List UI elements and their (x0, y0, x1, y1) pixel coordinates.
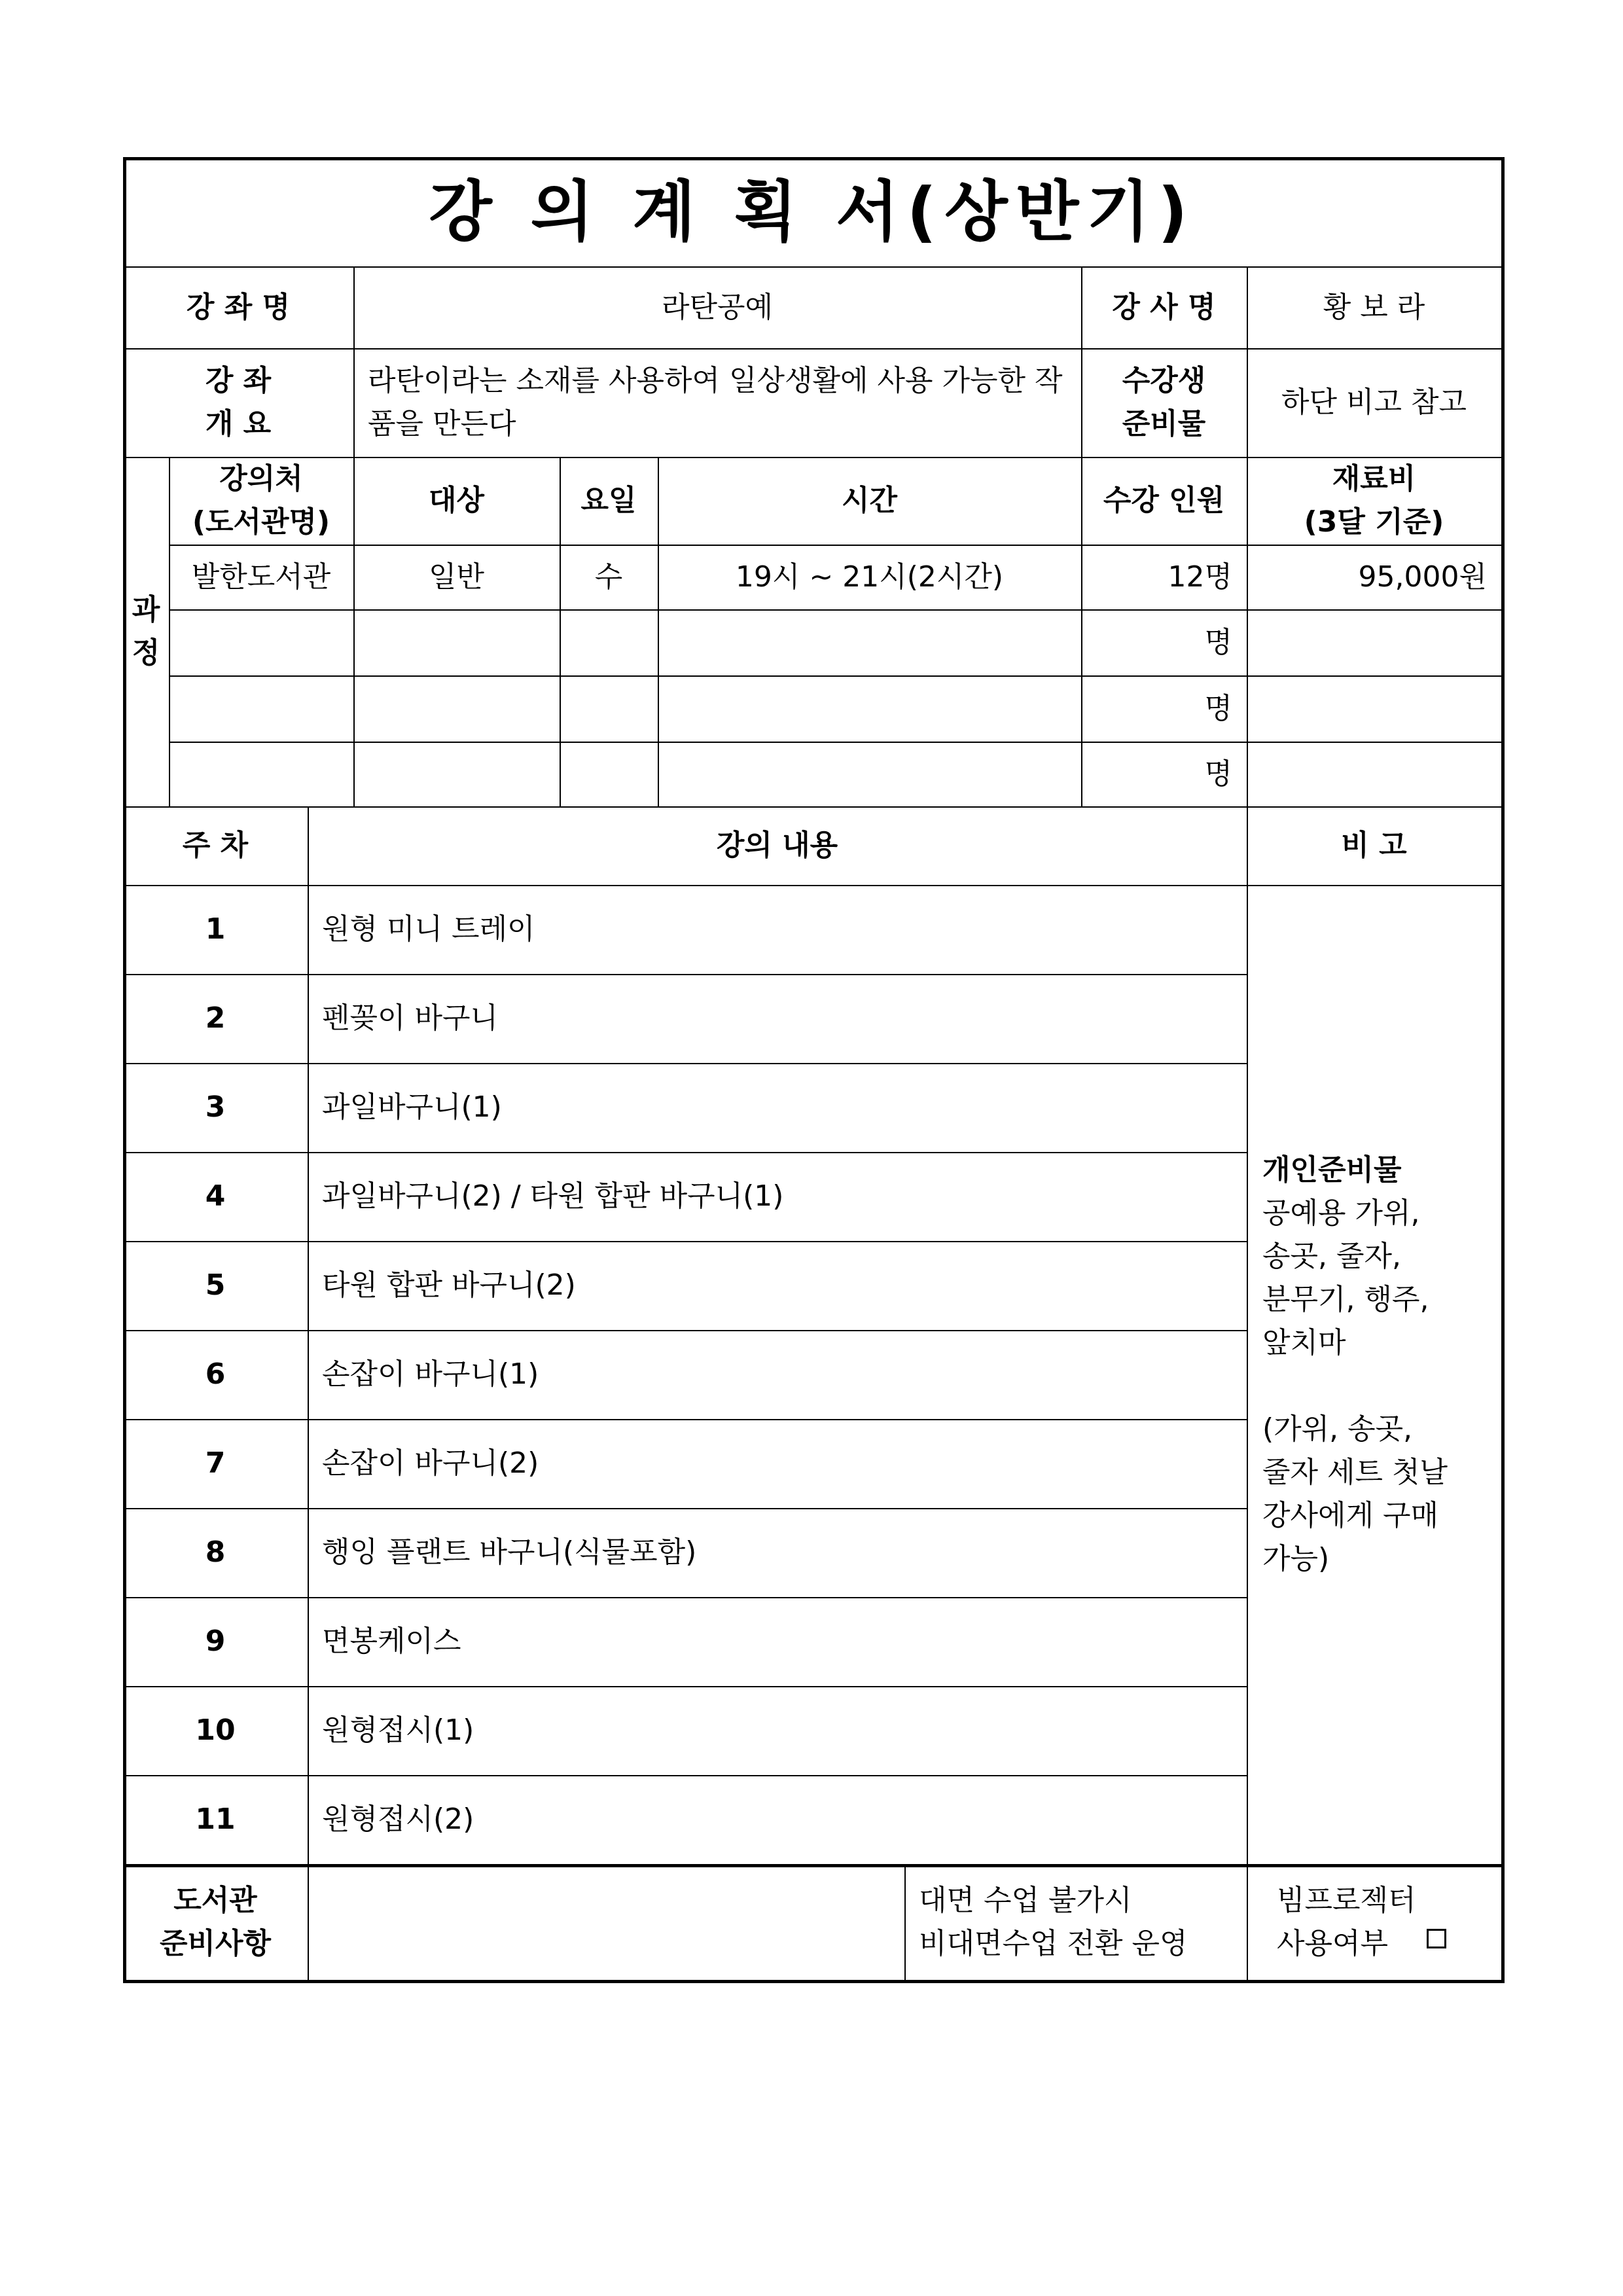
course-cell-audience: 일반 (428, 560, 484, 594)
note-cell (1247, 885, 1501, 1864)
week-number: 1 (205, 912, 226, 946)
course-cell-weekday (560, 742, 658, 806)
course-header-weekday: 요일 (580, 484, 637, 517)
instructor-label: 강 사 명 (1112, 290, 1216, 324)
course-side-label: 과 정 (132, 593, 160, 670)
week-content: 과일바구니(2) / 타원 합판 바구니(1) (322, 1179, 784, 1213)
week-number: 10 (195, 1713, 236, 1747)
note-body: 공예용 가위, 송곳, 줄자, 분무기, 행주, 앞치마 (가위, 송곳, 줄자 세트 첫날 강사에게 구매 가능) (1262, 1196, 1448, 1575)
course-cell-capacity: 12명 (1168, 560, 1232, 594)
table-line (123, 1980, 1505, 1983)
week-content: 펜꽂이 바구니 (322, 1001, 499, 1035)
course-cell-time (658, 609, 1081, 675)
course-cell-material-fee: 95,000원 (1358, 560, 1487, 594)
course-cell-time (658, 675, 1081, 742)
course-cell-audience (353, 742, 560, 806)
projector-checkbox[interactable] (1427, 1929, 1446, 1948)
week-number: 7 (205, 1446, 226, 1480)
course-header-audience: 대상 (428, 484, 484, 517)
week-header: 주 차 (182, 829, 249, 862)
course-cell-library: 발한도서관 (191, 560, 331, 594)
course-cell-weekday (560, 609, 658, 675)
course-cell-library (169, 742, 353, 806)
overview-value: 라탄이라는 소재를 사용하여 일상생활에 사용 가능한 작품을 만든다 (368, 364, 1063, 440)
week-content: 원형접시(2) (322, 1803, 474, 1836)
course-cell-library (169, 609, 353, 675)
week-content: 타원 합판 바구니(2) (322, 1268, 576, 1302)
course-name-value: 라탄공예 (661, 290, 773, 324)
projector-cell (1247, 1864, 1501, 1980)
course-cell-weekday (560, 675, 658, 742)
week-number: 11 (195, 1803, 236, 1836)
course-name-label: 강 좌 명 (186, 290, 291, 324)
week-number: 3 (205, 1090, 226, 1124)
course-cell-audience (353, 609, 560, 675)
course-cell-library (169, 675, 353, 742)
student-materials-value: 하단 비고 참고 (1281, 386, 1467, 419)
student-materials-label: 수강생 준비물 (1122, 364, 1206, 440)
week-content: 원형접시(1) (322, 1713, 474, 1747)
course-cell-material-fee (1247, 675, 1501, 742)
course-header-material-fee: 재료비 (3달 기준) (1304, 462, 1444, 539)
page-title: 강 의 계 획 서(상반기) (429, 173, 1196, 250)
week-content: 원형 미니 트레이 (322, 912, 535, 946)
note-header: 비 고 (1341, 829, 1407, 862)
week-content: 면봉케이스 (322, 1624, 461, 1658)
course-header-library: 강의처 (도서관명) (192, 462, 330, 539)
overview-label: 강 좌 개 요 (205, 364, 272, 440)
instructor-value: 황 보 라 (1323, 290, 1425, 324)
content-header: 강의 내용 (716, 829, 838, 862)
week-content: 손잡이 바구니(1) (322, 1357, 539, 1391)
course-cell-capacity: 명 (1204, 691, 1232, 725)
table-line (1501, 157, 1505, 1983)
course-header-capacity: 수강 인원 (1103, 484, 1225, 517)
course-cell-weekday: 수 (594, 560, 623, 594)
week-number: 6 (205, 1357, 226, 1391)
projector-label: 빔프로젝터 사용여부 (1277, 1883, 1416, 1960)
note-title: 개인준비물 (1262, 1153, 1402, 1187)
week-number: 8 (205, 1535, 226, 1569)
course-header-time: 시간 (841, 484, 897, 517)
week-content: 행잉 플랜트 바구니(식물포함) (322, 1535, 697, 1569)
course-cell-time: 19시 ~ 21시(2시간) (735, 560, 1004, 594)
course-cell-material-fee (1247, 609, 1501, 675)
course-cell-capacity: 명 (1204, 625, 1232, 659)
library-prep-value (308, 1864, 904, 1980)
online-note: 대면 수업 불가시 비대면수업 전환 운영 (919, 1883, 1188, 1960)
course-cell-material-fee (1247, 742, 1501, 806)
course-cell-time (658, 742, 1081, 806)
week-number: 2 (205, 1001, 226, 1035)
library-prep-label: 도서관 준비사항 (159, 1883, 271, 1960)
week-number: 4 (205, 1179, 226, 1213)
week-content: 손잡이 바구니(2) (322, 1446, 539, 1480)
course-cell-audience (353, 675, 560, 742)
week-number: 9 (205, 1624, 226, 1658)
week-content: 과일바구니(1) (322, 1090, 502, 1124)
week-number: 5 (205, 1268, 226, 1302)
course-cell-capacity: 명 (1204, 757, 1232, 791)
